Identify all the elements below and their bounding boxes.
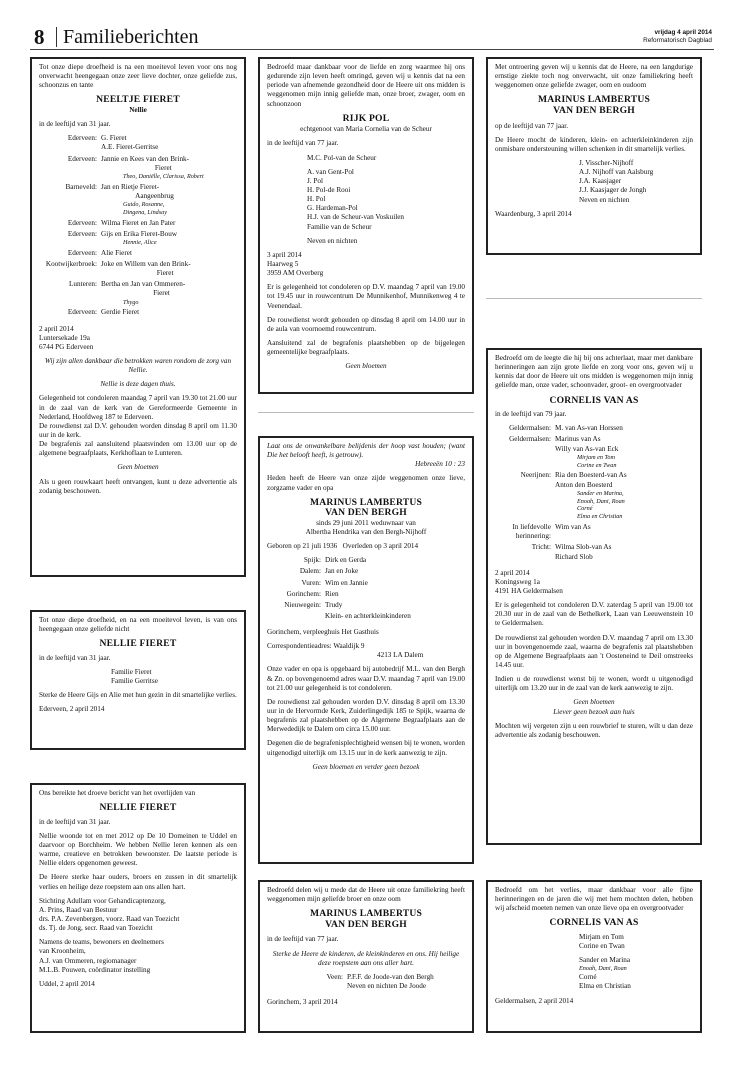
thanks-text: Wij zijn allen dankbaar die betrokken waren rondom de zorg van Nellie.	[44, 357, 232, 375]
notice-intro: Ons bereikte het droeve bericht van het overlijden van	[39, 789, 196, 797]
flowers-text: Geen bloemen en verder geen bezoek	[312, 762, 420, 771]
place-label: Geldermalsen:	[509, 435, 551, 444]
family-row	[267, 601, 465, 612]
family-names	[101, 219, 237, 230]
family-names	[555, 435, 693, 471]
family-row	[267, 590, 465, 601]
family-names	[101, 260, 237, 280]
family-row	[267, 612, 465, 623]
place-label: Dalem:	[299, 567, 321, 576]
family-names	[325, 612, 465, 623]
deceased-nickname: Nellie	[129, 105, 147, 114]
place-label: Lunteren:	[69, 280, 97, 289]
deceased-name: RIJK POL	[342, 112, 390, 124]
family-text: Rien	[325, 589, 339, 598]
notice-intro: Bedroefd delen wij u mede dat de Heere uit onze familiekring heeft weggenomen mijn geliefde broer en onze oom	[267, 886, 465, 904]
issue-date: vrijdag 4 april 2014	[654, 29, 712, 36]
place-label: Nieuwegein:	[284, 600, 321, 609]
family-row	[39, 280, 237, 308]
notice-text: De Heere mocht de kinderen, klein- en achterkleinkinderen zijn onmisbare ondersteuning willen schenken in dit smartelijk verlies.	[495, 135, 693, 153]
family-list	[267, 973, 465, 993]
family-row	[39, 260, 237, 280]
family-list	[267, 168, 465, 232]
family-line: Enoah, Dani, Roan	[579, 965, 627, 973]
family-list	[495, 159, 693, 205]
family-line: Corine en Twan	[579, 942, 625, 951]
place-label: Ederveen:	[67, 308, 97, 317]
notice-intro: Tot onze diepe droefheid, en na een moeitevol leven, is van ons heengegaan onze geliefde nicht	[39, 616, 237, 634]
notice-text: Degenen die de begrafenisplechtigheid wensen bij te wonen, worden uitgenodigd uiterlijk om 13.15 uur in de kerk aanwezig te zijn.	[267, 739, 465, 757]
deceased-name: MARINUS LAMBERTUS	[537, 94, 651, 106]
family-line: J.A. Kaasjager	[579, 177, 622, 186]
address-line: Haarweg 5	[267, 259, 299, 268]
place-label: Neerijnen:	[520, 471, 551, 480]
family-line: J. Visscher-Nijhoff	[579, 158, 634, 167]
notice-intro: Bedroefd om de leegte die hij bij ons achterlaat, maar met dankbare herinneringen aan zijn grote liefde en zorg voor ons, geven wij u kennis dat door de Heere uit ons midden is weggenomen mijn innig geliefde man, onze vader, schoonvader, groot- en overgrootvader	[495, 354, 693, 390]
notice-text: Onze vader en opa is opgebaard bij autobedrijf M.L. van den Bergh & Zn. op bovengenoemd adres waar D.V. maandag 7 april van 19.00 tot 21.00 uur gelegenheid is tot condoleren.	[267, 665, 465, 692]
notice-cornelis-van-as-grandchildren	[486, 880, 702, 1033]
notice-intro: Bedroefd maar dankbaar voor de liefde en zorg waarmee hij ons gedurende zijn leven heeft omringd, geven wij u kennis dat na een periode van afnemende gezondheid door de Heere uit ons midden is weggenomen mijn innig geliefde man, onze broer, zwager, oom en schoonzoon	[267, 63, 465, 108]
visit-text: Liever geen bezoek aan huis	[553, 707, 635, 716]
deceased-name: MARINUS LAMBERTUS	[309, 496, 423, 508]
deceased-name: NELLIE FIERET	[99, 638, 177, 650]
family-names	[555, 543, 693, 563]
family-text: Wilma Fieret en Jan Pater	[101, 218, 176, 227]
family-list	[495, 424, 693, 564]
notice-intro: Tot onze diepe droefheid is na een moeitevol leven voor ons nog onverwacht heengegaan onze zeer lieve dochter, onze geliefde zus, schoonzus en tante	[39, 63, 237, 90]
flowers-text: Geen bloemen	[345, 362, 387, 371]
life-dates: Geboren op 21 juli 1936 Overleden op 3 april 2014	[267, 542, 419, 551]
section-title: Familieberichten	[63, 26, 199, 48]
family-text: Alie Fieret	[101, 248, 132, 257]
family-row	[267, 556, 465, 567]
page-number: 8	[34, 25, 45, 49]
notice-cornelis-van-as-family	[486, 348, 702, 845]
signer-line: A. Prins, Raad van Bestuur	[39, 905, 118, 914]
address-line: 4191 HA Geldermalsen	[495, 587, 563, 596]
family-names	[101, 155, 237, 183]
notice-date: 3 april 2014	[267, 250, 302, 259]
family-row	[39, 155, 237, 183]
bible-quote: Laat ons de onwankelbare belijdenis der hoop vast houden; (want Die het belooft heeft, is getrouw).	[267, 442, 465, 460]
correspondence-address: Correspondentieadres: Waaldijk 9	[267, 642, 365, 651]
deceased-surname: VAN DEN BERGH	[325, 918, 407, 930]
deceased-age: in de leeftijd van 79 jaar.	[495, 410, 567, 419]
service-text: De rouwdienst zal gehouden worden D.V. maandag 7 april om 13.30 uur in bovengenoemde zaal, waarna de begrafenis zal plaatshebben op de Algemene Begraafplaats aan 't Oosteneind te Deil omstreeks 14.45 uur.	[495, 633, 693, 670]
family-text: Jannie en Kees van den Brink- Fieret	[101, 154, 190, 172]
family-text: Ria den Boesterd-van As Anton den Boesterd	[555, 471, 627, 489]
family-line: Elma en Christian	[579, 982, 631, 991]
family-list	[39, 134, 237, 319]
deceased-age: in de leeftijd van 77 jaar.	[267, 139, 339, 148]
family-text: Dirk en Gerda	[325, 556, 367, 565]
family-names	[555, 523, 693, 543]
family-text: Gerdie Fieret	[101, 308, 140, 317]
signer-line: A.J. van Ommeren, regiomanager	[39, 956, 137, 965]
deceased-age: op de leeftijd van 77 jaar.	[495, 121, 569, 130]
condolence-text: Er is gelegenheid tot condoleren op D.V. maandag 7 april van 19.00 tot 19.45 uur in rouwcentrum De Munnikenhof, Munnikenweg 4 te Veenendaal.	[267, 283, 465, 310]
notice-text: Sterke de Heere Gijs en Alie met hun gezin in dit smartelijke verlies.	[39, 691, 237, 700]
address-line: 6744 PG Ederveen	[39, 342, 94, 351]
place-date: Waardenburg, 3 april 2014	[495, 209, 572, 218]
family-row	[39, 219, 237, 230]
address-line: Koningsweg 1a	[495, 577, 540, 586]
notice-text: Indien u de rouwdienst wenst bij te wonen, wordt u uitgenodigd uiterlijk om 13.20 uur in de zaal van de kerk aanwezig te zijn.	[495, 675, 693, 693]
grandchildren-text: Thygo	[123, 298, 139, 306]
family-line: Neven en nichten	[307, 236, 358, 245]
place-date: Gorinchem, 3 april 2014	[267, 998, 338, 1007]
family-names	[101, 280, 237, 308]
notice-marinus-van-den-bergh-sister	[258, 880, 474, 1033]
grandchildren-text: Hennie, Alice	[123, 239, 157, 246]
family-row	[39, 183, 237, 219]
condolence-text: Er is gelegenheid tot condoleren D.V. zaterdag 5 april van 19.00 tot 20.30 uur in de zaal van de Bethelkerk, Laan van Leeuwenstein 10 te Geldermalsen.	[495, 601, 693, 628]
family-names	[101, 183, 237, 219]
place-label	[267, 612, 325, 623]
deceased-name: NEELTJE FIERET	[96, 94, 180, 106]
deceased-age: in de leeftijd van 31 jaar.	[39, 120, 111, 129]
place-label: Ederveen:	[67, 134, 97, 143]
deceased-age: in de leeftijd van 31 jaar.	[39, 817, 111, 826]
deceased-name: MARINUS LAMBERTUS	[309, 908, 423, 920]
family-line: Familie Gerritse	[111, 677, 158, 686]
family-names	[325, 590, 465, 601]
deceased-age: in de leeftijd van 77 jaar.	[267, 935, 339, 944]
family-row	[267, 579, 465, 590]
notice-date: 2 april 2014	[495, 568, 530, 577]
family-names	[101, 230, 237, 249]
family-list	[495, 933, 693, 992]
family-names	[101, 308, 237, 319]
burial-text: Aansluitend zal de begrafenis plaatshebben op de bijgelegen gemeentelijke begraafplaats.	[267, 338, 465, 357]
grandchildren-text: Guido, Rosanne, Dingena, Lindsay	[123, 200, 167, 216]
place-label: Geldermalsen:	[509, 424, 551, 433]
place-label: Ederveen:	[67, 218, 97, 227]
signer-line: Namens de teams, bewoners en deelnemers	[39, 938, 164, 947]
correspondence-address: 4213 LA Dalem	[377, 651, 424, 660]
family-names	[325, 567, 465, 578]
signer-line: ds. Tj. de Jong, secr. Raad van Toezicht	[39, 924, 153, 933]
burial-text: De begrafenis zal aansluitend plaatsvinden om 13.00 uur op de algemene begraafplaats, Kerkhoflaan te Lunteren.	[39, 440, 237, 458]
family-row	[495, 543, 693, 563]
widower-line: Albertha Hendrika van den Bergh-Nijhoff	[305, 527, 427, 536]
place-label: Spijk:	[303, 556, 321, 565]
family-names	[101, 249, 237, 260]
family-line: Familie Fieret	[111, 667, 152, 676]
signer-line: van Kroonheim,	[39, 947, 86, 956]
deceased-surname: VAN DEN BERGH	[325, 507, 407, 519]
family-names	[325, 556, 465, 567]
notice-marinus-van-den-bergh-children	[258, 436, 474, 864]
family-row	[267, 567, 465, 578]
organization-signers	[39, 897, 237, 934]
family-text: G. Fieret A.E. Fieret-Gerritse	[101, 134, 159, 152]
bible-reference: Hebreeën 10 : 23	[415, 460, 465, 469]
column-rule	[486, 298, 702, 299]
family-names	[325, 579, 465, 590]
notice-note: Mochten wij vergeten zijn u een rouwbrief te sturen, wilt u dan deze advertentie als zodanig beschouwen.	[495, 721, 693, 739]
family-line: Neven en nichten De Joode	[347, 981, 427, 990]
family-line: Familie van de Scheur	[307, 222, 372, 231]
family-text: Gijs en Erika Fieret-Bouw	[101, 229, 178, 238]
grandchildren-text: Mirjam en Tom Corine en Twan	[577, 453, 617, 469]
notice-intro: Bedroefd om het verlies, maar dankbaar voor alle fijne herinneringen en de jaren die wij met hem mochten delen, hebben wij afscheid moeten nemen van onze lieve opa en overgrootvader	[495, 886, 693, 913]
team-signers	[39, 938, 237, 975]
grandchildren-text: Sander en Marina, Enoah, Dani, Roan Corné Elma en Christian	[577, 489, 625, 521]
condolence-text: Gelegenheid tot condoleren maandag 7 april van 19.30 tot 21.00 uur in de zaal van de kerk van de Gereformeerde Gemeente in Nederland, Hoofdweg 187 te Ederveen.	[39, 394, 237, 421]
deceased-name: NELLIE FIERET	[99, 802, 177, 814]
place-label: Barneveld:	[65, 182, 97, 191]
deceased-surname: VAN DEN BERGH	[553, 104, 635, 116]
family-row	[39, 308, 237, 319]
family-row	[39, 230, 237, 249]
place-label: Gorinchem:	[286, 589, 321, 598]
family-line: G. Hardeman-Pol	[307, 204, 358, 213]
service-text: De rouwdienst zal gehouden worden D.V. dinsdag 8 april om 13.30 uur in de Hervormde Kerk, Zuiderlingedijk 185 te Spijk, waarna de begrafenis zal plaatshebben op de Algemene Begraafplaats aan de Merwededijk te Dalem om circa 15.00 uur.	[267, 697, 465, 734]
quote-text: Sterke de Heere de kinderen, de kleinkinderen en ons. Hij heilige deze roepstem aan ons aller hart.	[272, 949, 460, 967]
deceased-name: CORNELIS VAN AS	[549, 394, 639, 406]
family-line: H. Pol-de Rooi	[307, 185, 351, 194]
family-row	[39, 134, 237, 154]
family-names	[347, 973, 465, 993]
address-line: 3959 AM Overberg	[267, 269, 324, 278]
family-row	[495, 471, 693, 523]
place-label: Ederveen:	[67, 154, 97, 163]
notice-note: Als u geen rouwkaart heeft ontvangen, kunt u deze advertentie als zodanig beschouwen.	[39, 477, 237, 495]
place-date: Ederveen, 2 april 2014	[39, 705, 105, 714]
family-line: Sander en Marina	[579, 956, 631, 965]
place-date: Geldermalsen, 2 april 2014	[495, 996, 574, 1005]
place-label: Vuren:	[301, 578, 321, 587]
notice-date: 2 april 2014	[39, 324, 74, 333]
flowers-text: Geen bloemen	[573, 698, 615, 707]
family-row	[495, 424, 693, 435]
service-text: De rouwdienst zal D.V. gehouden worden dinsdag 8 april om 11.30 uur in de kerk.	[39, 421, 237, 439]
newspaper-name: Reformatorisch Dagblad	[643, 37, 712, 45]
place-line: Gorinchem, verpleeghuis Het Gasthuis	[267, 628, 379, 637]
widow-name: M.C. Pol-van de Scheur	[307, 153, 377, 162]
signer-line: Stichting Adullam voor Gehandicaptenzorg,	[39, 896, 166, 905]
address-line: Luntersekade 19a	[39, 333, 90, 342]
notice-text: De Heere sterke haar ouders, broers en zussen in dit smartelijk verlies en heilige deze roepstem aan ons allen hart.	[39, 873, 237, 891]
family-names	[325, 601, 465, 612]
deceased-age: in de leeftijd van 31 jaar.	[39, 653, 111, 662]
family-names	[555, 424, 693, 435]
family-row	[39, 249, 237, 260]
service-text: De rouwdienst wordt gehouden op dinsdag 8 april om 14.00 uur in de aula van voornoemd rouwcentrum.	[267, 315, 465, 333]
family-line: J.J. Kaasjager de Jongh	[579, 186, 647, 195]
family-text: Wim en Jannie	[325, 578, 368, 587]
flowers-text: Geen bloemen	[117, 463, 159, 472]
family-text: Bertha en Jan van Ommeren- Fieret	[101, 280, 186, 298]
place-date: Uddel, 2 april 2014	[39, 979, 95, 988]
family-text: M. van As-van Horssen	[555, 424, 623, 433]
notice-neeltje-fieret-family	[30, 57, 246, 577]
family-line: Corné	[579, 973, 597, 982]
place-label: Veen:	[326, 972, 343, 981]
grandchildren-text: Theo, Daniëlle, Clarissa, Robert	[123, 172, 204, 180]
notice-nellie-fieret-adullam	[30, 783, 246, 1033]
family-line: J. Pol	[307, 176, 323, 185]
deceased-subtitle: echtgenoot van Maria Cornelia van de Scheur	[300, 125, 432, 134]
family-names	[555, 471, 693, 523]
notice-text: Nellie woonde tot en met 2012 op De 10 Domeinen te Uddel en daarvoor op Borchheim. We hebben Nellie leren kennen als een warme, creatieve en betrokken bewoonster. De laatste periode is Nellie elders opgenomen geweest.	[39, 831, 237, 868]
family-text: Jan en Rietje Fieret- Aangeenbrug	[101, 182, 174, 200]
page-header	[30, 24, 714, 50]
family-line: A.J. Nijhoff van Aalsburg	[579, 168, 654, 177]
family-text: Marinus van As Willy van As-van Eck	[555, 435, 619, 453]
signer-line: M.L.B. Pouwen, coördinator instelling	[39, 965, 151, 974]
place-label: Ederveen:	[67, 229, 97, 238]
place-label: Ederveen:	[67, 248, 97, 257]
header-dateline	[643, 29, 712, 46]
home-text: Nellie is deze dagen thuis.	[100, 380, 176, 389]
family-list	[267, 556, 465, 623]
family-text: Wilma Slob-van As Richard Slob	[555, 543, 612, 561]
place-label: Kootwijkerbroek:	[45, 260, 97, 269]
place-label: Tricht:	[531, 543, 551, 552]
deceased-name: CORNELIS VAN AS	[549, 917, 639, 929]
family-text: Joke en Willem van den Brink- Fieret	[101, 260, 191, 278]
family-line: P.F.F. de Joode-van den Bergh	[347, 972, 434, 981]
place-label: In liefdevolle herinnering:	[512, 523, 551, 541]
family-text: Jan en Joke	[325, 567, 359, 576]
family-line: H. Pol	[307, 195, 326, 204]
family-row	[495, 435, 693, 471]
notice-marinus-van-den-bergh-inlaws	[486, 57, 702, 255]
family-text: Klein- en achterkleinkinderen	[325, 611, 411, 620]
family-text: Trudy	[325, 600, 343, 609]
header-divider	[56, 27, 57, 47]
family-row	[495, 523, 693, 543]
notice-rijk-pol	[258, 57, 474, 394]
family-line: A. van Gent-Pol	[307, 167, 354, 176]
column-rule	[258, 412, 474, 413]
family-names	[101, 134, 237, 154]
family-text: Wim van As	[555, 523, 591, 532]
family-line: Mirjam en Tom	[579, 932, 624, 941]
notice-intro: Heden heeft de Heere van onze zijde weggenomen onze lieve, zorgzame vader en opa	[267, 474, 465, 492]
notice-nellie-fieret-relatives	[30, 610, 246, 750]
widower-line: sinds 29 juni 2011 weduwnaar van	[316, 518, 416, 527]
signer-line: drs. P.A. Zevenbergen, voorz. Raad van Toezicht	[39, 914, 180, 923]
family-line: Neven en nichten	[579, 195, 630, 204]
family-line: H.J. van de Scheur-van Voskuilen	[307, 213, 405, 222]
notice-intro: Met ontroering geven wij u kennis dat de Heere, na een langdurige ernstige ziekte toch nog onverwacht, uit onze familiekring heeft weggenomen onze geliefde zwager, oom en oudoom	[495, 63, 693, 90]
